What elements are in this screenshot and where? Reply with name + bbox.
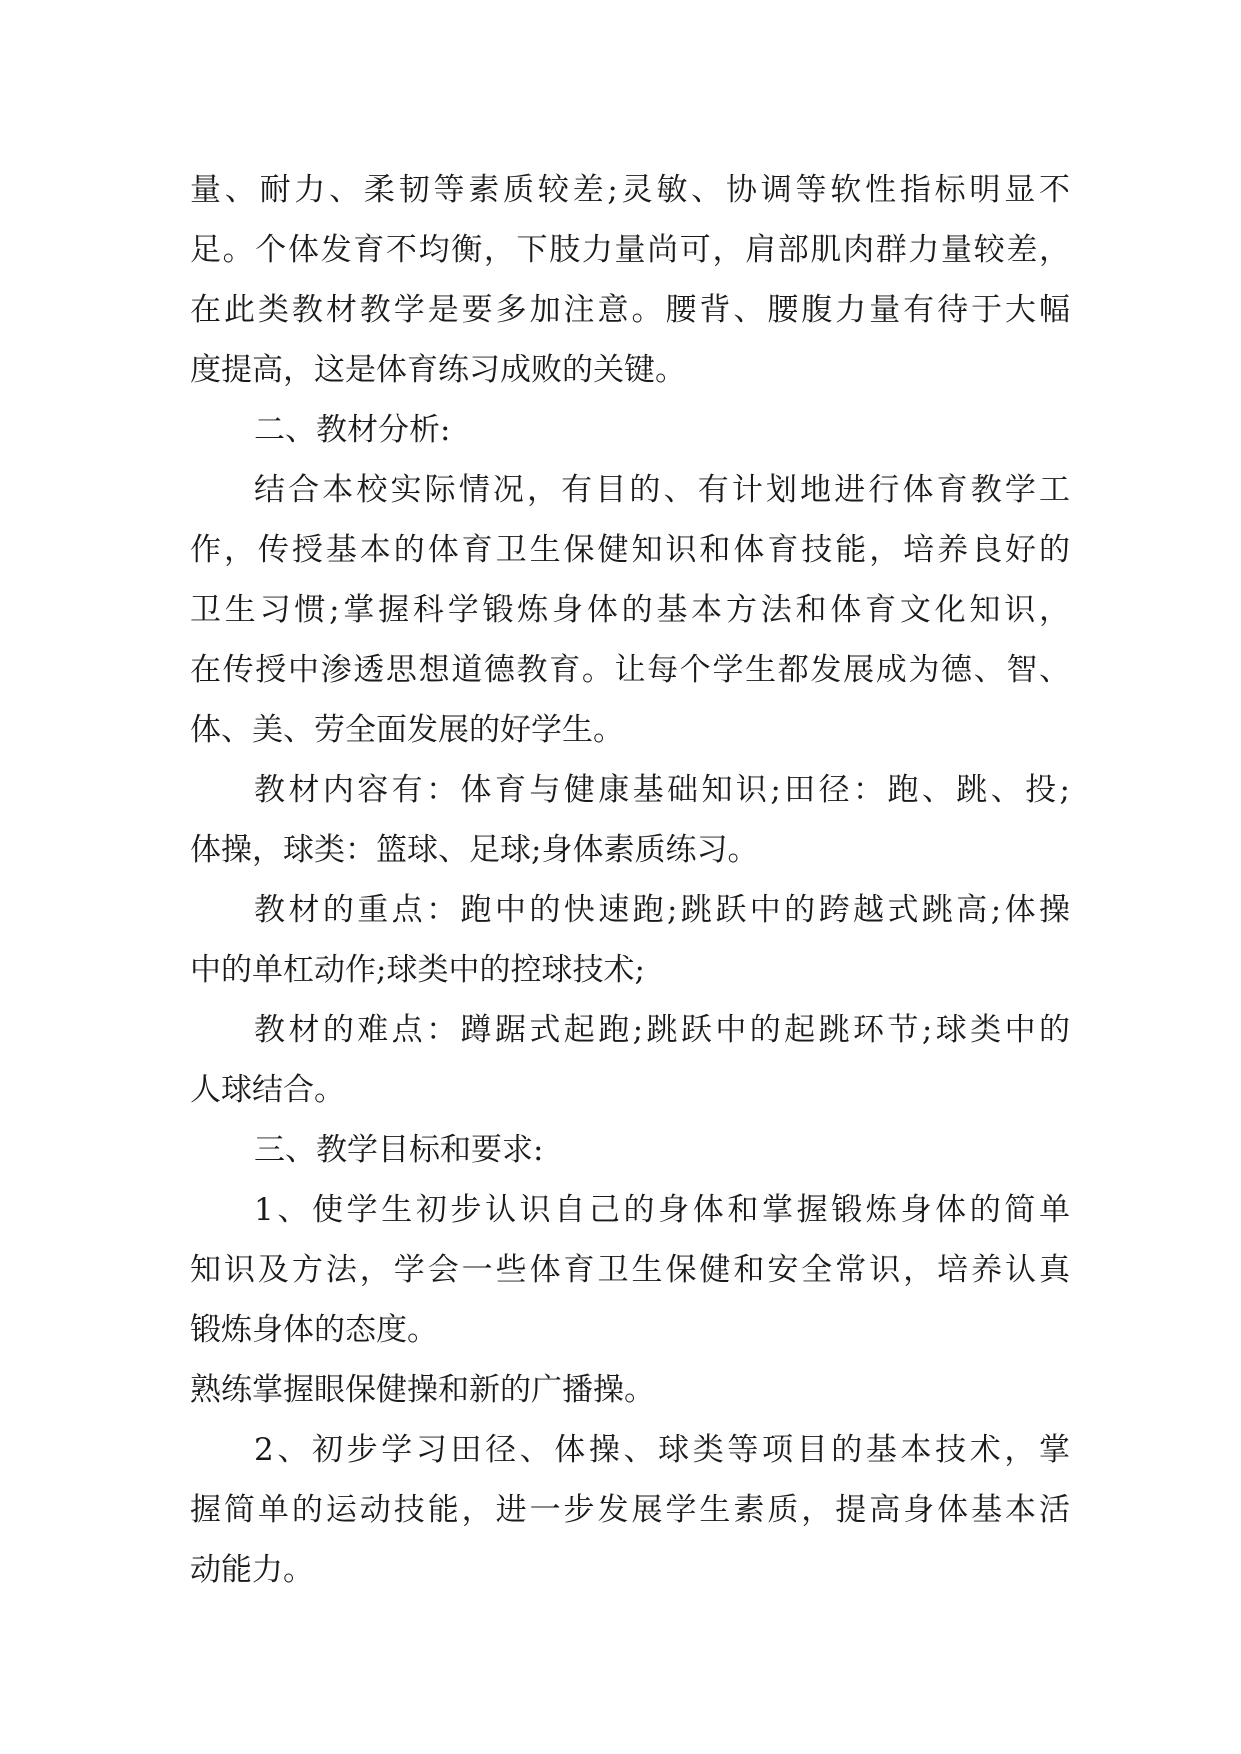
paragraph-goal-1: [190, 1180, 1070, 1360]
paragraph-eye-exercises: [190, 1360, 1070, 1420]
text-line: 动能力。: [190, 1552, 314, 1588]
text-line: 锻炼身体的态度。: [190, 1312, 438, 1348]
text-line: 中的单杠动作;球类中的控球技术;: [190, 952, 645, 988]
text-line: 2、初步学习田径、体操、球类等项目的基本技术，掌: [254, 1432, 1070, 1468]
text-line: 教材的难点：蹲踞式起跑;跳跃中的起跳环节;球类中的: [254, 1012, 1070, 1048]
paragraph-goal-2: [190, 1420, 1070, 1600]
text-line: 教材的重点：跑中的快速跑;跳跃中的跨越式跳高;体操: [254, 892, 1070, 928]
heading-line: 二、教材分析:: [254, 412, 451, 448]
text-line: 体、美、劳全面发展的好学生。: [190, 712, 624, 748]
text-line: 熟练掌握眼保健操和新的广播操。: [190, 1372, 655, 1408]
text-line: 知识及方法，学会一些体育卫生保健和安全常识，培养认真: [190, 1252, 1070, 1288]
paragraph-textbook-difficulties: [190, 1000, 1070, 1120]
text-line: 度提高，这是体育练习成败的关键。: [190, 352, 686, 388]
section-heading-textbook-analysis: [190, 400, 1070, 460]
text-line: 作，传授基本的体育卫生保健知识和体育技能，培养良好的: [190, 532, 1070, 568]
heading-line: 三、教学目标和要求:: [254, 1132, 544, 1168]
text-line: 卫生习惯;掌握科学锻炼身体的基本方法和体育文化知识，: [190, 592, 1070, 628]
text-line: 握简单的运动技能，进一步发展学生素质，提高身体基本活: [190, 1492, 1070, 1528]
text-line: 人球结合。: [190, 1072, 345, 1108]
paragraph-textbook-contents: [190, 760, 1070, 880]
text-line: 量、耐力、柔韧等素质较差;灵敏、协调等软性指标明显不: [190, 172, 1070, 208]
section-heading-teaching-goals: [190, 1120, 1070, 1180]
document-body: [190, 160, 1070, 1600]
text-line: 在此类教材教学是要多加注意。腰背、腰腹力量有待于大幅: [190, 292, 1070, 328]
text-line: 在传授中渗透思想道德教育。让每个学生都发展成为德、智、: [190, 652, 1070, 688]
paragraph-textbook-key-points: [190, 880, 1070, 1000]
text-line: 足。个体发育不均衡，下肢力量尚可，肩部肌肉群力量较差，: [190, 232, 1070, 268]
text-line: 结合本校实际情况，有目的、有计划地进行体育教学工: [254, 472, 1070, 508]
text-line: 体操，球类：篮球、足球;身体素质练习。: [190, 832, 759, 868]
text-line: 教材内容有：体育与健康基础知识;田径：跑、跳、投;: [254, 772, 1070, 808]
paragraph-teaching-purpose: [190, 460, 1070, 760]
paragraph-student-fitness-analysis: [190, 160, 1070, 400]
text-line: 1、使学生初步认识自己的身体和掌握锻炼身体的简单: [254, 1192, 1070, 1228]
